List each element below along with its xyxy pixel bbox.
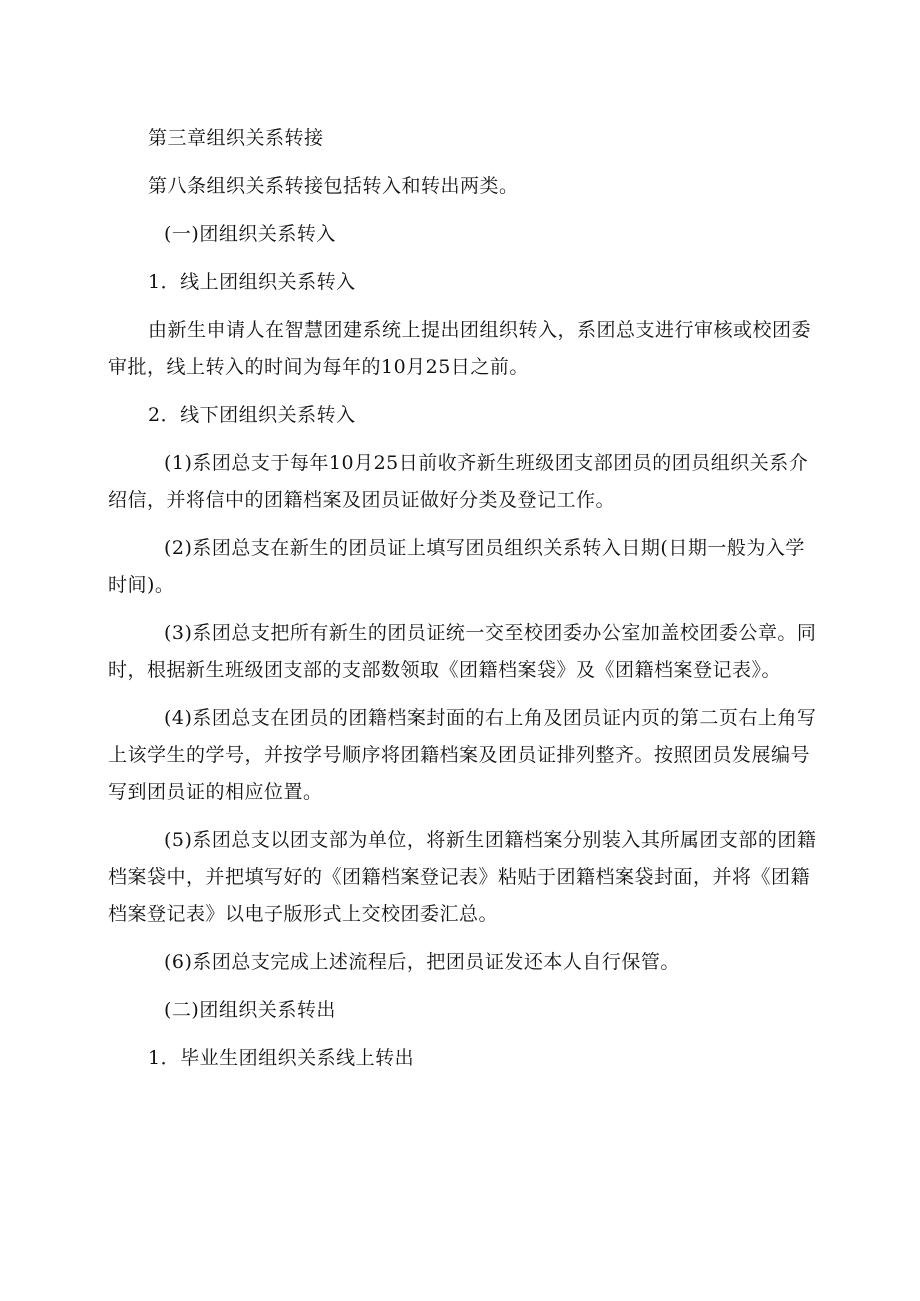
document-body <box>108 120 820 1077</box>
subsection-heading-online-out: 1．毕业生团组织关系线上转出 <box>148 1047 415 1069</box>
list-item-3: (3)系团总支把所有新生的团员证统一交至校团委办公室加盖校团委公章。同时，根据新生班级团支部的支部数领取《团籍档案袋》及《团籍档案登记表》。 <box>108 622 817 681</box>
section-heading-transfer-out: (二)团组织关系转出 <box>164 999 336 1021</box>
chapter-heading: 第三章组织关系转接 <box>148 127 324 149</box>
section-heading-transfer-in: (一)团组织关系转入 <box>164 223 336 245</box>
list-item-2: (2)系团总支在新生的团员证上填写团员组织关系转入日期(日期一般为入学时间)。 <box>108 537 805 596</box>
list-item-5: (5)系团总支以团支部为单位，将新生团籍档案分别装入其所属团支部的团籍档案袋中，并把填写好的《团籍档案登记表》粘贴于团籍档案袋封面，并将《团籍档案登记表》以电子版形式上交校团委汇总。 <box>108 829 817 925</box>
list-item-1: (1)系团总支于每年10月25日前收齐新生班级团支部团员的团员组织关系介绍信，并将信中的团籍档案及团员证做好分类及登记工作。 <box>108 452 809 511</box>
subsection-heading-online-in: 1．线上团组织关系转入 <box>148 271 356 293</box>
body-paragraph: 由新生申请人在智慧团建系统上提出团组织转入，系团总支进行审核或校团委审批，线上转入的时间为每年的10月25日之前。 <box>108 319 812 378</box>
list-item-4: (4)系团总支在团员的团籍档案封面的右上角及团员证内页的第二页右上角写上该学生的学号，并按学号顺序将团籍档案及团员证排列整齐。按照团员发展编号写到团员证的相应位置。 <box>108 707 817 803</box>
subsection-heading-offline-in: 2．线下团组织关系转入 <box>148 404 356 426</box>
article-paragraph: 第八条组织关系转接包括转入和转出两类。 <box>148 175 519 197</box>
list-item-6: (6)系团总支完成上述流程后，把团员证发还本人自行保管。 <box>164 951 680 973</box>
